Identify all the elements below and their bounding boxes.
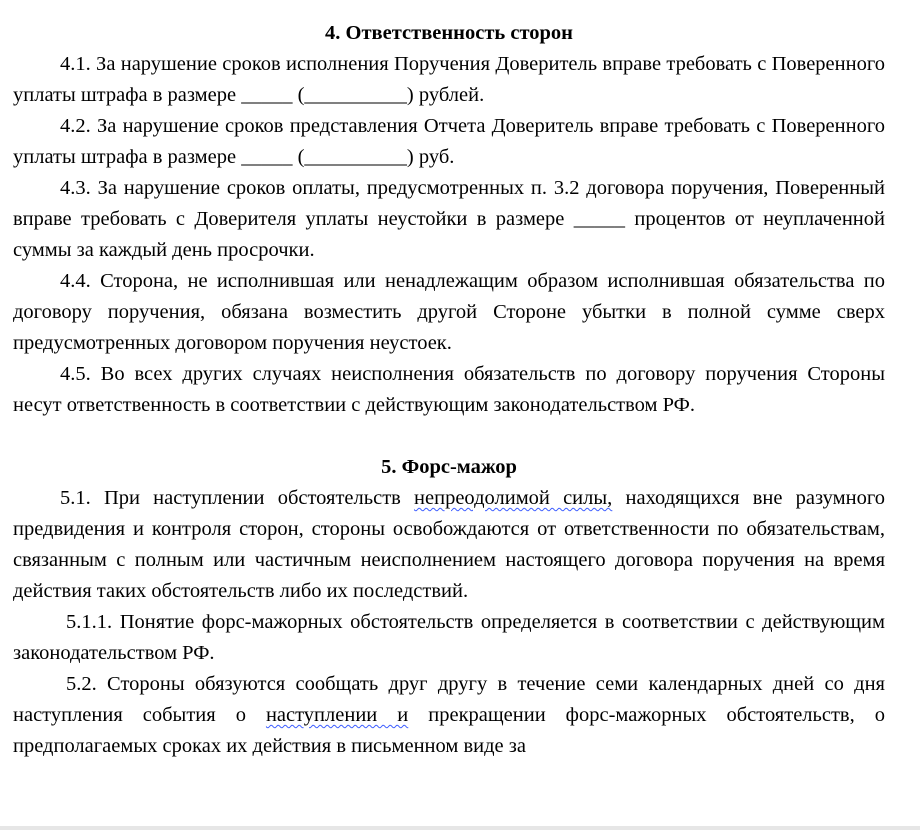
paragraph-4-5: 4.5. Во всех других случаях неисполнения обязательств по договору поручения Стороны несут ответственность в соответствии с действующим законодательством РФ.: [13, 363, 885, 416]
spellcheck-flagged-text[interactable]: непреодолимой силы,: [414, 487, 613, 509]
paragraph-5-1: [13, 483, 885, 607]
page-bottom-edge: [0, 826, 920, 830]
paragraph-4-2: 4.2. За нарушение сроков представления Отчета Доверитель вправе требовать с Поверенного уплаты штрафа в размере _____ (__________) руб.: [13, 115, 885, 168]
paragraph-5-1-text-end: находящихся вне разумного предвидения и контроля сторон, стороны освобождаются от ответственности по обязательствам, связанным с полным или частичным неисполнением настоящего договора поручения на время действия таких обстоятельств либо их последствий.: [13, 487, 885, 602]
paragraph-4-4: 4.4. Сторона, не исполнившая или ненадлежащим образом исполнившая обязательства по договору поручения, обязана возместить другой Стороне убытки в полной сумме сверх предусмотренных договором поручения неустоек.: [13, 270, 885, 354]
paragraph-5-2-text-start: 5.2. Стороны обязуются сообщать друг другу в течение семи календарных дней со дня наступления события о: [13, 673, 885, 726]
paragraph-5-2: [13, 669, 885, 762]
section-4-heading: 4. Ответственность сторон: [325, 22, 573, 44]
paragraph-4-1: 4.1. За нарушение сроков исполнения Поручения Доверитель вправе требовать с Поверенного уплаты штрафа в размере _____ (__________) рублей.: [13, 53, 885, 106]
paragraph-5-1-1: 5.1.1. Понятие форс-мажорных обстоятельств определяется в соответствии с действующим законодательством РФ.: [13, 611, 885, 664]
section-5-heading: 5. Форс-мажор: [381, 456, 517, 478]
document-page: [13, 0, 885, 762]
paragraph-4-3: 4.3. За нарушение сроков оплаты, предусмотренных п. 3.2 договора поручения, Поверенный вправе требовать с Доверителя уплаты неустойки в размере _____ процентов от неуплаченной суммы за каждый день просрочки.: [13, 177, 885, 261]
spellcheck-flagged-text[interactable]: наступлении и: [265, 704, 409, 726]
paragraph-5-2-text-end: прекращении форс-мажорных обстоятельств, о предполагаемых сроках их действия в письменном виде за: [13, 704, 885, 757]
paragraph-5-1-text-start: 5.1. При наступлении обстоятельств: [60, 487, 415, 509]
blank-line: [13, 421, 885, 452]
